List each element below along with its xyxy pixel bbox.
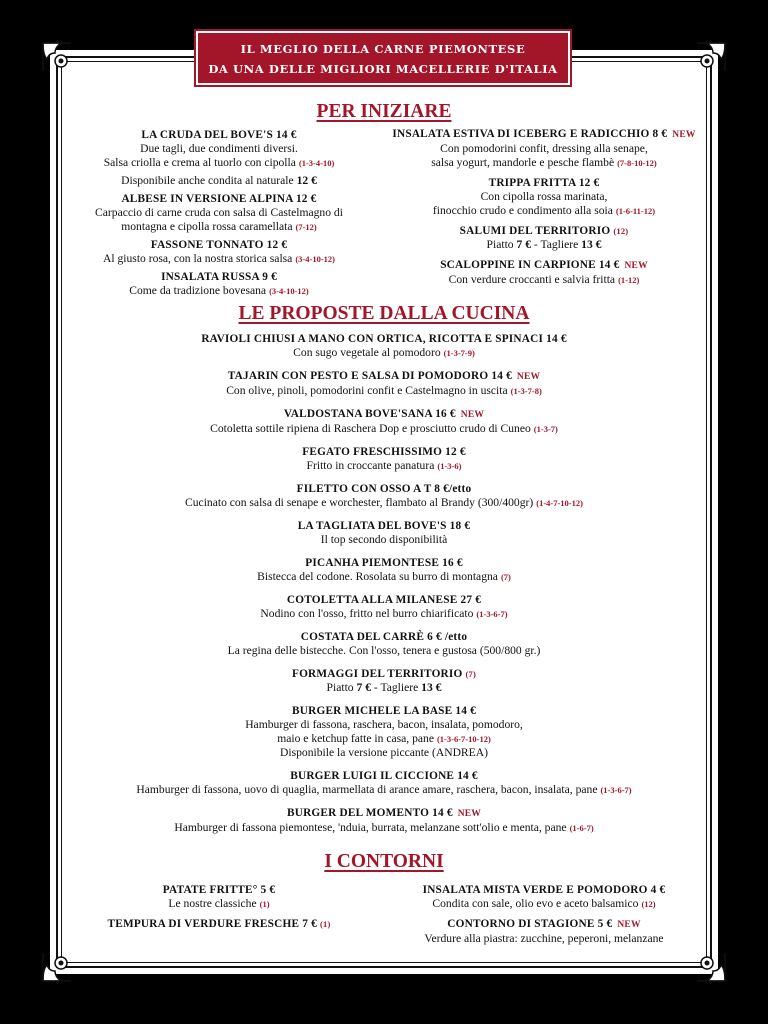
item-description: Con pomodorini confit, dressing alla senape,	[440, 142, 648, 155]
item-name: TEMPURA DI VERDURE FRESCHE 7 €	[107, 918, 317, 930]
item-description: Fritto in croccante panatura	[306, 459, 435, 472]
separator: -	[371, 681, 381, 694]
item-name: INSALATA MISTA VERDE E POMODORO 4 €	[422, 884, 666, 896]
menu-item	[378, 224, 710, 252]
menu-item	[378, 883, 710, 911]
ornament-corner-icon	[693, 41, 727, 75]
item-name: TAJARIN CON PESTO E SALSA DI POMODORO 14 €	[227, 370, 512, 382]
item-name: LA TAGLIATA DEL BOVE'S 18 €	[297, 520, 471, 532]
allergen-codes: (1-6-7)	[569, 823, 594, 833]
item-name: BURGER MICHELE LA BASE 14 €	[292, 705, 476, 717]
item-description: Salsa criolla e crema al tuorlo con cipolla	[103, 156, 296, 169]
item-name: FORMAGGI DEL TERRITORIO	[291, 668, 463, 680]
board-label: Tagliere	[540, 238, 579, 251]
menu-item	[60, 369, 708, 398]
sides-left-column	[60, 883, 378, 931]
item-name: BURGER DEL MOMENTO 14 €	[286, 807, 453, 819]
menu-item	[60, 806, 708, 835]
item-description: Come da tradizione bovesana	[129, 284, 267, 297]
allergen-codes: (12)	[613, 226, 629, 236]
item-name: PICANHA PIEMONTESE 16 €	[305, 557, 463, 569]
item-description: Cucinato con salsa di senape e worchester, flambato al Brandy (300/400gr)	[185, 496, 534, 509]
allergen-codes: (1-3-6-7)	[600, 785, 632, 795]
menu-item	[60, 270, 378, 298]
new-badge: NEW	[460, 410, 485, 420]
menu-item	[60, 519, 708, 547]
item-name: FILETTO CON OSSO A T 8 €/etto	[296, 483, 472, 495]
board-label: Tagliere	[380, 681, 419, 694]
item-description: Il top secondo disponibilità	[320, 533, 448, 546]
allergen-codes: (1-3-7-9)	[443, 348, 475, 358]
item-name: COSTATA DEL CARRÈ 6 € /etto	[300, 631, 468, 643]
item-extra-note: Disponibile la versione piccante (ANDREA)	[280, 746, 488, 759]
item-description: salsa yogurt, mandorle e pesche flambè	[431, 156, 615, 169]
item-name: PATATE FRITTE° 5 €	[162, 884, 276, 896]
item-name: COTOLETTA ALLA MILANESE 27 €	[286, 594, 482, 606]
allergen-codes: (1-6-11-12)	[615, 206, 656, 216]
item-name: RAVIOLI CHIUSI A MANO CON ORTICA, RICOTTA E SPINACI 14 €	[201, 333, 567, 345]
allergen-codes: (7)	[465, 669, 477, 679]
item-description: Con sugo vegetale al pomodoro	[293, 346, 441, 359]
note-text: Disponibile anche condita al naturale	[121, 174, 294, 187]
ornament-corner-icon	[41, 949, 75, 983]
item-name: CONTORNO DI STAGIONE 5 €	[447, 918, 613, 930]
item-description: Con cipolla rossa marinata,	[480, 190, 608, 203]
kitchen-column	[60, 332, 708, 835]
item-name: INSALATA ESTIVA DI ICEBERG E RADICCHIO 8 €	[392, 128, 668, 140]
plate-price: 7 €	[516, 238, 531, 251]
item-description: Hamburger di fassona, uovo di quaglia, marmellata di arance amare, raschera, bacon, insalata, pane	[136, 783, 598, 796]
menu-item	[378, 127, 710, 170]
item-description: montagna e cipolla rossa caramellata	[121, 220, 293, 233]
new-badge: NEW	[624, 261, 648, 271]
item-description: Con olive, pinoli, pomodorini confit e Castelmagno in uscita	[226, 384, 508, 397]
allergen-codes: (3-4-10-12)	[269, 286, 309, 296]
banner-line-2: DA UNA DELLE MIGLIORI MACELLERIE D'ITALIA	[208, 62, 558, 76]
starters-left-column	[60, 128, 378, 298]
starters-right-column	[378, 127, 710, 287]
item-name: VALDOSTANA BOVE'SANA 16 €	[283, 408, 456, 420]
item-name: SCALOPPINE IN CARPIONE 14 €	[440, 259, 620, 271]
board-price: 13 €	[581, 238, 602, 251]
item-name: FASSONE TONNATO 12 €	[150, 239, 288, 251]
allergen-codes: (1-3-6-7-10-12)	[436, 734, 491, 744]
item-description: finocchio crudo e condimento alla soia	[432, 204, 613, 217]
menu-item	[60, 482, 708, 510]
new-badge: NEW	[516, 372, 541, 382]
section-title-kitchen: LE PROPOSTE DALLA CUCINA	[238, 303, 530, 324]
item-description: maio e ketchup fatte in casa, pane	[277, 732, 434, 745]
menu-item	[60, 238, 378, 266]
new-badge: NEW	[672, 130, 696, 140]
item-description: Le nostre classiche	[168, 897, 257, 910]
allergen-codes: (1-3-7)	[533, 424, 558, 434]
item-name: TRIPPA FRITTA 12 €	[488, 177, 600, 189]
plate-label: Piatto	[326, 681, 354, 694]
ornament-corner-icon	[693, 949, 727, 983]
allergen-codes: (1-3-4-10)	[298, 158, 335, 168]
menu-item	[60, 128, 378, 170]
item-description: Hamburger di fassona, raschera, bacon, insalata, pomodoro,	[245, 718, 523, 731]
item-description: Nodino con l'osso, fritto nel burro chiarificato	[260, 607, 474, 620]
section-title-sides: I CONTORNI	[324, 851, 444, 872]
menu-item	[60, 769, 708, 797]
banner-line-1: IL MEGLIO DELLA CARNE PIEMONTESE	[240, 42, 526, 56]
sides-right-column	[378, 883, 710, 946]
item-description: Verdure alla piastra: zucchine, peperoni, melanzane	[424, 932, 664, 945]
allergen-codes: (7)	[500, 572, 511, 582]
menu-item	[378, 917, 710, 946]
item-description: Con verdure croccanti e salvia fritta	[448, 273, 616, 286]
item-description: Al giusto rosa, con la nostra storica salsa	[103, 252, 293, 265]
menu-item	[378, 176, 710, 218]
item-name: BURGER LUIGI IL CICCIONE 14 €	[290, 770, 478, 782]
new-badge: NEW	[617, 920, 641, 930]
menu-item	[60, 556, 708, 584]
allergen-codes: (7-12)	[295, 222, 317, 232]
plate-price: 7 €	[356, 681, 371, 694]
allergen-codes: (1-4-7-10-12)	[536, 498, 583, 508]
note-price: 12 €	[296, 174, 317, 187]
allergen-codes: (1-3-6)	[437, 461, 462, 471]
menu-item	[60, 883, 378, 911]
item-description: Bistecca del codone. Rosolata su burro di montagna	[257, 570, 498, 583]
item-name: ALBESE IN VERSIONE ALPINA 12 €	[121, 193, 317, 205]
separator: -	[531, 238, 541, 251]
ornament-corner-icon	[41, 41, 75, 75]
allergen-codes: (1)	[319, 919, 331, 929]
item-name: FEGATO FRESCHISSIMO 12 €	[302, 446, 466, 458]
plate-label: Piatto	[486, 238, 514, 251]
allergen-codes: (7-8-10-12)	[617, 158, 657, 168]
item-description: Condita con sale, olio evo e aceto balsamico	[432, 897, 639, 910]
allergen-codes: (1-12)	[618, 275, 640, 285]
menu-item	[60, 917, 378, 931]
menu-note	[60, 174, 378, 188]
menu-item	[60, 630, 708, 658]
allergen-codes: (3-4-10-12)	[295, 254, 335, 264]
allergen-codes: (1)	[259, 899, 270, 909]
allergen-codes: (1-3-6-7)	[476, 609, 508, 619]
item-description: Carpaccio di carne cruda con salsa di Castelmagno di	[95, 206, 343, 219]
header-banner	[196, 31, 570, 85]
menu-item	[60, 593, 708, 621]
menu-item	[378, 258, 710, 287]
allergen-codes: (1-3-7-8)	[510, 386, 542, 396]
item-name: INSALATA RUSSA 9 €	[161, 271, 277, 283]
item-description: Due tagli, due condimenti diversi.	[140, 142, 298, 155]
menu-item	[60, 407, 708, 436]
item-name: SALUMI DEL TERRITORIO	[459, 225, 611, 237]
menu-item	[60, 667, 708, 695]
section-title-starters: PER INIZIARE	[316, 101, 452, 122]
item-description: Hamburger di fassona piemontese, 'nduia, burrata, melanzane sott'olio e menta, pane	[174, 821, 567, 834]
item-description: Cotoletta sottile ripiena di Raschera Dop e prosciutto crudo di Cuneo	[210, 422, 531, 435]
menu-item	[60, 332, 708, 360]
allergen-codes: (12)	[641, 899, 656, 909]
new-badge: NEW	[457, 809, 481, 819]
item-description: La regina delle bistecche. Con l'osso, tenera e gustosa (500/800 gr.)	[227, 644, 541, 657]
menu-item	[60, 445, 708, 473]
item-name: LA CRUDA DEL BOVE'S 14 €	[141, 129, 297, 141]
menu-item	[60, 192, 378, 234]
menu-item	[60, 704, 708, 760]
board-price: 13 €	[421, 681, 442, 694]
